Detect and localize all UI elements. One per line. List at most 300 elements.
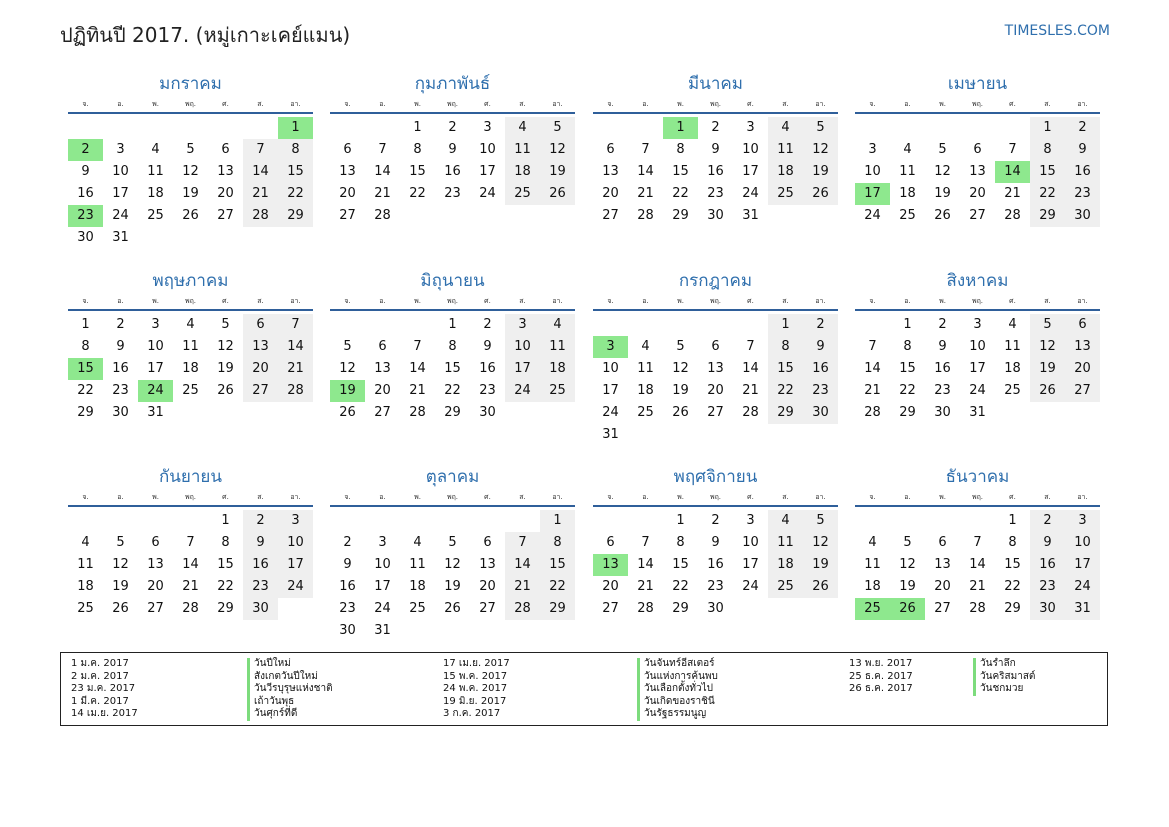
weekday-label: อ. xyxy=(117,100,124,108)
weekday-label: จ. xyxy=(607,100,614,108)
day: 24 xyxy=(969,383,986,398)
weekend-day: 22 xyxy=(278,183,313,205)
day: 12 xyxy=(934,164,951,179)
weekend-day: 19 xyxy=(540,161,575,183)
weekend-day: 13 xyxy=(243,336,278,358)
day: 11 xyxy=(899,164,916,179)
weekday-header xyxy=(330,293,575,311)
weekend-day: 26 xyxy=(540,183,575,205)
week-row xyxy=(68,576,313,598)
day: 3 xyxy=(973,317,982,332)
empty-day xyxy=(890,117,925,139)
day: 28 xyxy=(1004,208,1021,223)
holiday-date: 1 ม.ค. 2017 xyxy=(71,658,129,669)
day: 5 xyxy=(676,339,685,354)
holiday-day: 3 xyxy=(593,336,628,358)
weekend-day: 4 xyxy=(768,117,803,139)
week-row xyxy=(68,117,313,139)
month-name: มกราคม xyxy=(159,74,222,94)
day: 27 xyxy=(147,601,164,616)
day: 22 xyxy=(444,383,461,398)
day: 31 xyxy=(374,623,391,638)
day: 2 xyxy=(711,120,720,135)
weekday-label: อ. xyxy=(117,297,124,305)
holiday-date: 24 พ.ค. 2017 xyxy=(443,683,508,695)
week-row xyxy=(330,336,575,358)
holiday-day: 19 xyxy=(330,380,365,402)
holiday-date: 25 ธ.ค. 2017 xyxy=(849,670,913,682)
weekend-day: 26 xyxy=(803,183,838,205)
day: 29 xyxy=(217,601,234,616)
holiday-date: 26 ธ.ค. 2017 xyxy=(849,683,913,695)
weekday-label: ส. xyxy=(519,100,526,108)
weekend-day: 28 xyxy=(278,380,313,402)
weekend-day: 4 xyxy=(505,117,540,139)
empty-day xyxy=(593,510,628,532)
day: 12 xyxy=(339,361,356,376)
holiday-date-column xyxy=(443,658,510,721)
weekday-label: อ. xyxy=(904,297,911,305)
day: 24 xyxy=(374,601,391,616)
empty-day xyxy=(243,402,278,424)
day: 18 xyxy=(182,361,199,376)
day: 12 xyxy=(672,361,689,376)
day: 25 xyxy=(182,383,199,398)
weekend-day: 21 xyxy=(505,576,540,598)
weekday-label: พฤ. xyxy=(446,297,459,305)
holiday-date: 17 เม.ย. 2017 xyxy=(443,658,510,669)
week-row xyxy=(593,532,838,554)
weekday-label: ศ. xyxy=(222,100,229,108)
weekday-label: จ. xyxy=(607,493,614,501)
empty-day xyxy=(768,205,803,227)
day: 5 xyxy=(186,142,195,157)
day: 31 xyxy=(112,230,129,245)
weekday-label: อา. xyxy=(552,297,563,305)
day: 10 xyxy=(742,142,759,157)
weekday-label: พ. xyxy=(414,297,421,305)
holiday-day: 26 xyxy=(890,598,925,620)
day: 14 xyxy=(969,557,986,572)
holiday-day: 2 xyxy=(68,139,103,161)
weekday-label: พ. xyxy=(939,100,946,108)
empty-day xyxy=(68,510,103,532)
weekend-day: 11 xyxy=(768,139,803,161)
weekend-day: 12 xyxy=(803,532,838,554)
site-link[interactable]: TIMESLES.COM xyxy=(1004,23,1110,39)
empty-day xyxy=(803,205,838,227)
holiday-name: เถ้าวันพุธ xyxy=(247,696,333,709)
day: 9 xyxy=(448,142,457,157)
month-block xyxy=(330,465,575,642)
weekend-day: 19 xyxy=(803,554,838,576)
empty-day xyxy=(365,117,400,139)
day: 1 xyxy=(81,317,90,332)
day: 13 xyxy=(934,557,951,572)
empty-day xyxy=(208,117,243,139)
day: 14 xyxy=(182,557,199,572)
holiday-list xyxy=(60,652,1108,726)
weekend-day: 26 xyxy=(1030,380,1065,402)
day: 14 xyxy=(864,361,881,376)
day: 28 xyxy=(864,405,881,420)
weekday-label: พ. xyxy=(152,493,159,501)
week-row xyxy=(330,205,575,227)
holiday-day: 1 xyxy=(278,117,313,139)
day: 5 xyxy=(448,535,457,550)
day: 8 xyxy=(903,339,912,354)
day: 20 xyxy=(707,383,724,398)
week-row xyxy=(68,358,313,380)
weekend-day: 4 xyxy=(768,510,803,532)
weekday-header xyxy=(593,96,838,114)
day: 6 xyxy=(973,142,982,157)
weekday-label: ส. xyxy=(519,493,526,501)
day: 16 xyxy=(707,164,724,179)
weekend-day: 16 xyxy=(1065,161,1100,183)
weekend-day: 16 xyxy=(1030,554,1065,576)
month-block xyxy=(855,465,1100,620)
weekday-label: พ. xyxy=(939,493,946,501)
day: 2 xyxy=(343,535,352,550)
empty-day xyxy=(803,598,838,620)
day: 9 xyxy=(483,339,492,354)
day: 20 xyxy=(602,186,619,201)
weekday-label: ส. xyxy=(1044,100,1051,108)
day: 19 xyxy=(934,186,951,201)
day: 1 xyxy=(448,317,457,332)
day: 19 xyxy=(444,579,461,594)
week-row xyxy=(593,576,838,598)
week-row xyxy=(855,205,1100,227)
day: 9 xyxy=(711,535,720,550)
day: 6 xyxy=(711,339,720,354)
day: 9 xyxy=(938,339,947,354)
day: 7 xyxy=(868,339,877,354)
day: 23 xyxy=(112,383,129,398)
holiday-date: 19 มิ.ย. 2017 xyxy=(443,695,507,707)
day: 18 xyxy=(864,579,881,594)
day: 4 xyxy=(868,535,877,550)
weekend-day: 22 xyxy=(1030,183,1065,205)
weekend-day: 31 xyxy=(1065,598,1100,620)
weekday-header xyxy=(855,96,1100,114)
holiday-name: วันชกมวย xyxy=(973,683,1035,696)
day: 21 xyxy=(1004,186,1021,201)
day: 1 xyxy=(676,513,685,528)
day: 11 xyxy=(864,557,881,572)
empty-day xyxy=(103,117,138,139)
weekend-day: 23 xyxy=(243,576,278,598)
empty-day xyxy=(400,314,435,336)
day: 4 xyxy=(641,339,650,354)
day: 21 xyxy=(969,579,986,594)
week-row xyxy=(68,336,313,358)
weekend-day: 21 xyxy=(278,358,313,380)
weekday-label: อา. xyxy=(290,100,301,108)
day: 13 xyxy=(339,164,356,179)
day: 15 xyxy=(672,557,689,572)
empty-day xyxy=(278,227,313,249)
weekday-label: พ. xyxy=(152,297,159,305)
day: 20 xyxy=(479,579,496,594)
day: 24 xyxy=(742,579,759,594)
weekend-day: 30 xyxy=(1065,205,1100,227)
day: 19 xyxy=(217,361,234,376)
month-block xyxy=(68,72,313,249)
weekend-day: 24 xyxy=(1065,576,1100,598)
day: 30 xyxy=(339,623,356,638)
day: 28 xyxy=(374,208,391,223)
holiday-name: วันเกิดของราชินี xyxy=(637,696,718,709)
day: 13 xyxy=(147,557,164,572)
day: 28 xyxy=(637,601,654,616)
empty-day xyxy=(995,117,1030,139)
empty-day xyxy=(138,117,173,139)
weekday-header xyxy=(855,293,1100,311)
day: 23 xyxy=(707,186,724,201)
weekday-label: พฤ. xyxy=(971,100,984,108)
weekday-label: อา. xyxy=(1077,100,1088,108)
weekday-label: ศ. xyxy=(484,493,491,501)
holiday-name: วันรัฐธรรมนูญ xyxy=(637,708,718,721)
weekend-day: 12 xyxy=(540,139,575,161)
weekend-day: 24 xyxy=(278,576,313,598)
month-block xyxy=(593,269,838,446)
weekend-day: 16 xyxy=(803,358,838,380)
day: 12 xyxy=(182,164,199,179)
weekday-label: พฤ. xyxy=(446,493,459,501)
empty-day xyxy=(103,510,138,532)
month-block xyxy=(855,72,1100,227)
weekend-day: 21 xyxy=(243,183,278,205)
weekday-header xyxy=(593,489,838,507)
empty-day xyxy=(628,510,663,532)
day: 7 xyxy=(746,339,755,354)
weekday-label: ศ. xyxy=(222,297,229,305)
day: 12 xyxy=(444,557,461,572)
day: 24 xyxy=(864,208,881,223)
empty-day xyxy=(138,510,173,532)
holiday-day: 14 xyxy=(995,161,1030,183)
weekend-day: 6 xyxy=(1065,314,1100,336)
day: 29 xyxy=(77,405,94,420)
week-row xyxy=(855,183,1100,205)
day: 7 xyxy=(641,535,650,550)
weekday-label: อ. xyxy=(904,493,911,501)
empty-day xyxy=(505,205,540,227)
month-block xyxy=(330,269,575,424)
day: 8 xyxy=(676,142,685,157)
week-row xyxy=(330,380,575,402)
empty-day xyxy=(1065,402,1100,424)
day: 9 xyxy=(343,557,352,572)
week-row xyxy=(593,314,838,336)
weekend-day: 2 xyxy=(1065,117,1100,139)
week-row xyxy=(593,117,838,139)
day: 18 xyxy=(1004,361,1021,376)
day: 13 xyxy=(602,164,619,179)
holiday-date-column xyxy=(849,658,913,696)
week-row xyxy=(593,424,838,446)
weekday-label: อา. xyxy=(815,493,826,501)
holiday-name: วันเลือกตั้งทั่วไป xyxy=(637,683,718,696)
weekday-label: จ. xyxy=(344,493,351,501)
day: 29 xyxy=(899,405,916,420)
week-row xyxy=(330,510,575,532)
day: 8 xyxy=(221,535,230,550)
day: 22 xyxy=(217,579,234,594)
empty-day xyxy=(540,620,575,642)
weekend-day: 2 xyxy=(1030,510,1065,532)
month-name: กรกฎาคม xyxy=(678,271,753,291)
weekday-label: จ. xyxy=(869,493,876,501)
weekend-day: 17 xyxy=(505,358,540,380)
empty-day xyxy=(330,510,365,532)
weekday-label: ศ. xyxy=(747,100,754,108)
day: 24 xyxy=(742,186,759,201)
weekend-day: 5 xyxy=(803,510,838,532)
weekend-day: 11 xyxy=(540,336,575,358)
weekend-day: 25 xyxy=(768,183,803,205)
weekday-label: พฤ. xyxy=(709,297,722,305)
day: 27 xyxy=(602,601,619,616)
day: 28 xyxy=(969,601,986,616)
empty-day xyxy=(768,598,803,620)
empty-day xyxy=(925,510,960,532)
weekday-label: จ. xyxy=(607,297,614,305)
weekday-label: ศ. xyxy=(222,493,229,501)
day: 10 xyxy=(969,339,986,354)
weekend-day: 3 xyxy=(505,314,540,336)
week-row xyxy=(855,117,1100,139)
day: 18 xyxy=(147,186,164,201)
weekday-label: อ. xyxy=(379,100,386,108)
day: 1 xyxy=(413,120,422,135)
day: 13 xyxy=(217,164,234,179)
weekday-label: พ. xyxy=(939,297,946,305)
weekday-label: ศ. xyxy=(484,297,491,305)
day: 9 xyxy=(81,164,90,179)
weekend-day: 29 xyxy=(1030,205,1065,227)
weekday-header xyxy=(330,96,575,114)
weekday-label: ศ. xyxy=(747,493,754,501)
day: 16 xyxy=(934,361,951,376)
day: 27 xyxy=(479,601,496,616)
empty-day xyxy=(540,402,575,424)
day: 27 xyxy=(934,601,951,616)
day: 20 xyxy=(339,186,356,201)
weekday-label: พ. xyxy=(677,297,684,305)
weekend-day: 17 xyxy=(278,554,313,576)
day: 7 xyxy=(1008,142,1017,157)
day: 17 xyxy=(374,579,391,594)
weekend-day: 15 xyxy=(768,358,803,380)
weekday-label: พฤ. xyxy=(709,493,722,501)
day: 23 xyxy=(444,186,461,201)
week-row xyxy=(68,183,313,205)
weekday-header xyxy=(68,293,313,311)
day: 21 xyxy=(374,186,391,201)
day: 3 xyxy=(483,120,492,135)
weekend-day: 25 xyxy=(505,183,540,205)
weekday-label: พฤ. xyxy=(709,100,722,108)
weekday-label: พ. xyxy=(414,100,421,108)
weekend-day: 3 xyxy=(278,510,313,532)
weekday-label: อา. xyxy=(1077,493,1088,501)
day: 7 xyxy=(186,535,195,550)
week-row xyxy=(593,205,838,227)
day: 18 xyxy=(77,579,94,594)
day: 30 xyxy=(77,230,94,245)
weekday-header xyxy=(68,489,313,507)
day: 27 xyxy=(707,405,724,420)
week-row xyxy=(593,402,838,424)
week-row xyxy=(855,380,1100,402)
weekend-day: 29 xyxy=(278,205,313,227)
day: 17 xyxy=(112,186,129,201)
week-row xyxy=(855,161,1100,183)
weekday-label: ส. xyxy=(782,493,789,501)
empty-day xyxy=(208,402,243,424)
day: 21 xyxy=(637,579,654,594)
week-row xyxy=(855,402,1100,424)
week-row xyxy=(593,598,838,620)
day: 8 xyxy=(81,339,90,354)
weekday-label: อา. xyxy=(815,100,826,108)
weekend-day: 5 xyxy=(803,117,838,139)
day: 14 xyxy=(742,361,759,376)
holiday-name-column xyxy=(973,658,1035,696)
weekend-day: 22 xyxy=(540,576,575,598)
weekend-day: 24 xyxy=(505,380,540,402)
weekday-label: ส. xyxy=(519,297,526,305)
day: 3 xyxy=(746,120,755,135)
weekend-day: 8 xyxy=(540,532,575,554)
week-row xyxy=(330,532,575,554)
empty-day xyxy=(365,314,400,336)
empty-day xyxy=(733,314,768,336)
empty-day xyxy=(768,424,803,446)
day: 26 xyxy=(217,383,234,398)
weekend-day: 18 xyxy=(505,161,540,183)
weekend-day: 23 xyxy=(803,380,838,402)
day: 28 xyxy=(742,405,759,420)
weekend-day: 25 xyxy=(540,380,575,402)
holiday-date: 14 เม.ย. 2017 xyxy=(71,708,138,720)
weekend-day: 3 xyxy=(1065,510,1100,532)
empty-day xyxy=(208,227,243,249)
day: 31 xyxy=(147,405,164,420)
holiday-name: วันศุกร์ที่ดี xyxy=(247,708,333,721)
day: 20 xyxy=(969,186,986,201)
weekday-label: พ. xyxy=(677,100,684,108)
weekend-day: 17 xyxy=(1065,554,1100,576)
day: 27 xyxy=(602,208,619,223)
week-row xyxy=(593,336,838,358)
weekend-day: 14 xyxy=(505,554,540,576)
day: 6 xyxy=(483,535,492,550)
day: 25 xyxy=(147,208,164,223)
week-row xyxy=(855,358,1100,380)
day: 22 xyxy=(1004,579,1021,594)
empty-day xyxy=(960,117,995,139)
day: 19 xyxy=(899,579,916,594)
day: 7 xyxy=(973,535,982,550)
weekend-day: 9 xyxy=(243,532,278,554)
empty-day xyxy=(173,402,208,424)
week-row xyxy=(855,576,1100,598)
